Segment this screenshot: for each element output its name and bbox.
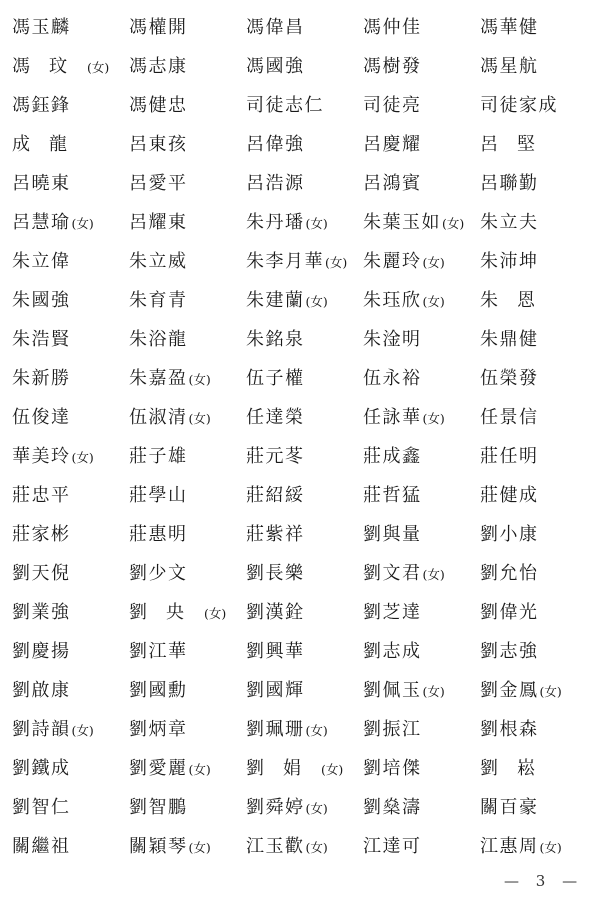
person-name: 司徒家成 (480, 94, 558, 116)
person-name: 馮鈺鋒 (12, 94, 71, 116)
name-entry (12, 130, 129, 156)
person-name: 呂鴻賓 (363, 172, 422, 194)
person-name: 劉偉光 (480, 601, 539, 623)
name-entry (363, 559, 480, 585)
name-entry (246, 13, 363, 39)
name-entry (480, 130, 597, 156)
person-name: 劉芝達 (363, 601, 422, 623)
person-name: 任達榮 (246, 406, 305, 428)
name-entry (129, 52, 246, 78)
name-entry (363, 247, 480, 273)
female-marker: (女) (422, 566, 445, 582)
person-name: 伍淑清 (129, 406, 188, 428)
name-entry (246, 637, 363, 663)
name-entry (363, 442, 480, 468)
name-entry (246, 793, 363, 819)
person-name: 成龍 (12, 133, 86, 155)
name-entry (129, 130, 246, 156)
name-entry (12, 247, 129, 273)
name-entry (129, 208, 246, 234)
name-entry (12, 793, 129, 819)
name-entry (12, 481, 129, 507)
name-entry (129, 442, 246, 468)
name-row (12, 318, 602, 357)
name-row (12, 396, 602, 435)
person-name: 朱沛坤 (480, 250, 539, 272)
person-name: 馮星航 (480, 55, 539, 77)
name-entry (246, 442, 363, 468)
female-marker: (女) (71, 722, 94, 738)
name-entry (12, 13, 129, 39)
name-row (12, 825, 602, 864)
name-entry (129, 91, 246, 117)
person-name: 任景信 (480, 406, 539, 428)
person-name: 劉文君 (363, 562, 422, 584)
female-marker: (女) (442, 215, 465, 231)
person-name: 劉珮珊 (246, 718, 305, 740)
name-entry (12, 91, 129, 117)
female-marker: (女) (325, 254, 348, 270)
person-name: 劉詩韻 (12, 718, 71, 740)
name-row (12, 513, 602, 552)
name-entry (480, 442, 597, 468)
person-name: 朱浴龍 (129, 328, 188, 350)
person-name: 馮仲佳 (363, 16, 422, 38)
name-entry (363, 208, 480, 234)
name-entry (363, 832, 480, 858)
female-marker: (女) (71, 215, 94, 231)
female-marker: (女) (305, 293, 328, 309)
name-row (12, 84, 602, 123)
name-entry (129, 715, 246, 741)
name-entry (363, 325, 480, 351)
name-entry (246, 91, 363, 117)
name-row (12, 279, 602, 318)
female-marker: (女) (188, 410, 211, 426)
name-row (12, 435, 602, 474)
name-entry (480, 676, 597, 702)
person-name: 劉振江 (363, 718, 422, 740)
person-name: 劉長樂 (246, 562, 305, 584)
name-entry (246, 559, 363, 585)
name-entry (363, 520, 480, 546)
person-name: 呂堅 (480, 133, 554, 155)
person-name: 朱立夫 (480, 211, 539, 233)
name-entry (480, 754, 597, 780)
person-name: 劉舜婷 (246, 796, 305, 818)
person-name: 司徒亮 (363, 94, 422, 116)
name-entry (480, 52, 597, 78)
person-name: 呂慧瑜 (12, 211, 71, 233)
name-entry (246, 832, 363, 858)
name-entry (129, 676, 246, 702)
female-marker: (女) (305, 215, 328, 231)
person-name: 馮樹發 (363, 55, 422, 77)
person-name: 劉興華 (246, 640, 305, 662)
name-entry (12, 559, 129, 585)
name-entry (480, 13, 597, 39)
name-entry (12, 325, 129, 351)
name-entry (363, 715, 480, 741)
person-name: 莊成鑫 (363, 445, 422, 467)
person-name: 朱建蘭 (246, 289, 305, 311)
female-marker: (女) (305, 839, 328, 855)
person-name: 劉江華 (129, 640, 188, 662)
name-entry (363, 13, 480, 39)
name-entry (246, 676, 363, 702)
person-name: 呂偉強 (246, 133, 305, 155)
person-name: 朱淦明 (363, 328, 422, 350)
name-entry (12, 169, 129, 195)
name-entry (363, 130, 480, 156)
name-row (12, 552, 602, 591)
person-name: 朱銘泉 (246, 328, 305, 350)
person-name: 劉愛麗 (129, 757, 188, 779)
person-name: 劉允怡 (480, 562, 539, 584)
person-name: 莊家彬 (12, 523, 71, 545)
name-entry (129, 286, 246, 312)
person-name: 關繼祖 (12, 835, 71, 857)
name-entry (363, 598, 480, 624)
name-entry (12, 364, 129, 390)
person-name: 朱麗玲 (363, 250, 422, 272)
name-entry (129, 364, 246, 390)
name-row (12, 201, 602, 240)
person-name: 劉國輝 (246, 679, 305, 701)
name-row (12, 162, 602, 201)
person-name: 劉智仁 (12, 796, 71, 818)
name-entry (480, 247, 597, 273)
female-marker: (女) (422, 410, 445, 426)
person-name: 關穎琴 (129, 835, 188, 857)
name-entry (12, 208, 129, 234)
name-entry (246, 598, 363, 624)
name-entry (363, 403, 480, 429)
name-entry (129, 13, 246, 39)
name-entry (363, 364, 480, 390)
name-entry (129, 520, 246, 546)
name-entry (12, 715, 129, 741)
person-name: 呂愛平 (129, 172, 188, 194)
person-name: 劉鐵成 (12, 757, 71, 779)
female-marker: (女) (204, 605, 227, 621)
person-name: 伍榮發 (480, 367, 539, 389)
name-entry (12, 754, 129, 780)
name-entry (246, 208, 363, 234)
person-name: 劉啟康 (12, 679, 71, 701)
name-entry (246, 754, 363, 780)
name-entry (129, 559, 246, 585)
name-row (12, 123, 602, 162)
name-entry (480, 559, 597, 585)
name-entry (363, 91, 480, 117)
person-name: 朱李月華 (246, 250, 324, 272)
name-entry (129, 637, 246, 663)
person-name: 馮健忠 (129, 94, 188, 116)
person-name: 朱國強 (12, 289, 71, 311)
name-row (12, 708, 602, 747)
name-entry (246, 481, 363, 507)
person-name: 劉志強 (480, 640, 539, 662)
person-name: 伍永裕 (363, 367, 422, 389)
person-name: 劉燊濤 (363, 796, 422, 818)
person-name: 朱葉玉如 (363, 211, 441, 233)
female-marker: (女) (87, 59, 110, 75)
name-entry (246, 715, 363, 741)
name-entry (129, 481, 246, 507)
name-entry (480, 793, 597, 819)
person-name: 莊哲猛 (363, 484, 422, 506)
person-name: 馮華健 (480, 16, 539, 38)
name-entry (480, 715, 597, 741)
name-entry (480, 91, 597, 117)
person-name: 馮國強 (246, 55, 305, 77)
person-name: 朱立偉 (12, 250, 71, 272)
name-entry (129, 247, 246, 273)
person-name: 莊健成 (480, 484, 539, 506)
female-marker: (女) (188, 761, 211, 777)
name-entry (12, 52, 129, 78)
name-row (12, 591, 602, 630)
person-name: 司徒志仁 (246, 94, 324, 116)
name-entry (480, 832, 597, 858)
name-entry (363, 754, 480, 780)
name-entry (363, 481, 480, 507)
person-name: 劉培傑 (363, 757, 422, 779)
person-name: 劉炳章 (129, 718, 188, 740)
name-row (12, 669, 602, 708)
female-marker: (女) (305, 800, 328, 816)
name-row (12, 240, 602, 279)
name-entry (129, 598, 246, 624)
name-entry (363, 286, 480, 312)
person-name: 關百豪 (480, 796, 539, 818)
person-name: 馮玟 (12, 55, 86, 77)
person-name: 劉崧 (480, 757, 554, 779)
female-marker: (女) (188, 839, 211, 855)
name-entry (363, 793, 480, 819)
female-marker: (女) (422, 254, 445, 270)
name-row (12, 747, 602, 786)
name-entry (480, 208, 597, 234)
person-name: 劉根森 (480, 718, 539, 740)
person-name: 莊任明 (480, 445, 539, 467)
female-marker: (女) (305, 722, 328, 738)
person-name: 莊元苳 (246, 445, 305, 467)
name-entry (129, 754, 246, 780)
person-name: 呂聯勤 (480, 172, 539, 194)
name-entry (12, 832, 129, 858)
name-entry (129, 169, 246, 195)
person-name: 江惠周 (480, 835, 539, 857)
person-name: 朱浩賢 (12, 328, 71, 350)
name-row (12, 630, 602, 669)
name-entry (480, 637, 597, 663)
person-name: 呂慶耀 (363, 133, 422, 155)
name-entry (480, 520, 597, 546)
person-name: 劉業強 (12, 601, 71, 623)
person-name: 劉國勳 (129, 679, 188, 701)
female-marker: (女) (71, 449, 94, 465)
female-marker: (女) (539, 839, 562, 855)
person-name: 朱珏欣 (363, 289, 422, 311)
name-entry (246, 325, 363, 351)
name-entry (363, 676, 480, 702)
female-marker: (女) (188, 371, 211, 387)
name-row (12, 786, 602, 825)
name-entry (480, 286, 597, 312)
name-entry (12, 442, 129, 468)
person-name: 劉天倪 (12, 562, 71, 584)
person-name: 朱恩 (480, 289, 554, 311)
person-name: 馮志康 (129, 55, 188, 77)
person-name: 朱丹璠 (246, 211, 305, 233)
name-entry (129, 793, 246, 819)
name-entry (363, 52, 480, 78)
name-row (12, 6, 602, 45)
name-entry (246, 286, 363, 312)
person-name: 莊忠平 (12, 484, 71, 506)
person-name: 劉金鳳 (480, 679, 539, 701)
person-name: 江玉歡 (246, 835, 305, 857)
person-name: 莊紹綏 (246, 484, 305, 506)
person-name: 華美玲 (12, 445, 71, 467)
person-name: 劉佩玉 (363, 679, 422, 701)
name-entry (480, 325, 597, 351)
name-entry (12, 676, 129, 702)
name-list (12, 6, 602, 864)
female-marker: (女) (422, 293, 445, 309)
name-entry (480, 598, 597, 624)
name-row (12, 357, 602, 396)
name-entry (246, 169, 363, 195)
name-entry (12, 520, 129, 546)
person-name: 朱立威 (129, 250, 188, 272)
page-number: — 3 — (504, 872, 584, 890)
female-marker: (女) (321, 761, 344, 777)
name-entry (129, 403, 246, 429)
name-entry (363, 637, 480, 663)
name-entry (480, 364, 597, 390)
name-entry (480, 169, 597, 195)
female-marker: (女) (422, 683, 445, 699)
name-entry (12, 598, 129, 624)
name-entry (129, 325, 246, 351)
person-name: 伍俊達 (12, 406, 71, 428)
person-name: 莊惠明 (129, 523, 188, 545)
person-name: 伍子權 (246, 367, 305, 389)
name-row (12, 474, 602, 513)
person-name: 莊學山 (129, 484, 188, 506)
name-entry (480, 481, 597, 507)
name-entry (129, 832, 246, 858)
person-name: 朱嘉盈 (129, 367, 188, 389)
person-name: 劉少文 (129, 562, 188, 584)
person-name: 劉娟 (246, 757, 320, 779)
person-name: 朱育青 (129, 289, 188, 311)
person-name: 呂曉東 (12, 172, 71, 194)
name-entry (246, 520, 363, 546)
person-name: 呂東孩 (129, 133, 188, 155)
person-name: 劉志成 (363, 640, 422, 662)
person-name: 馮偉昌 (246, 16, 305, 38)
person-name: 呂耀東 (129, 211, 188, 233)
person-name: 馮權開 (129, 16, 188, 38)
name-entry (480, 403, 597, 429)
name-entry (12, 637, 129, 663)
name-entry (246, 52, 363, 78)
name-entry (246, 403, 363, 429)
person-name: 劉慶揚 (12, 640, 71, 662)
person-name: 劉小康 (480, 523, 539, 545)
person-name: 劉央 (129, 601, 203, 623)
person-name: 莊紫祥 (246, 523, 305, 545)
person-name: 劉智鵬 (129, 796, 188, 818)
female-marker: (女) (539, 683, 562, 699)
person-name: 呂浩源 (246, 172, 305, 194)
name-entry (12, 403, 129, 429)
name-entry (363, 169, 480, 195)
person-name: 莊子雄 (129, 445, 188, 467)
name-row (12, 45, 602, 84)
person-name: 朱鼎健 (480, 328, 539, 350)
person-name: 江達可 (363, 835, 422, 857)
person-name: 劉與量 (363, 523, 422, 545)
person-name: 朱新勝 (12, 367, 71, 389)
person-name: 劉漢銓 (246, 601, 305, 623)
person-name: 任詠華 (363, 406, 422, 428)
person-name: 馮玉麟 (12, 16, 71, 38)
name-entry (12, 286, 129, 312)
name-entry (246, 364, 363, 390)
name-entry (246, 247, 363, 273)
name-entry (246, 130, 363, 156)
